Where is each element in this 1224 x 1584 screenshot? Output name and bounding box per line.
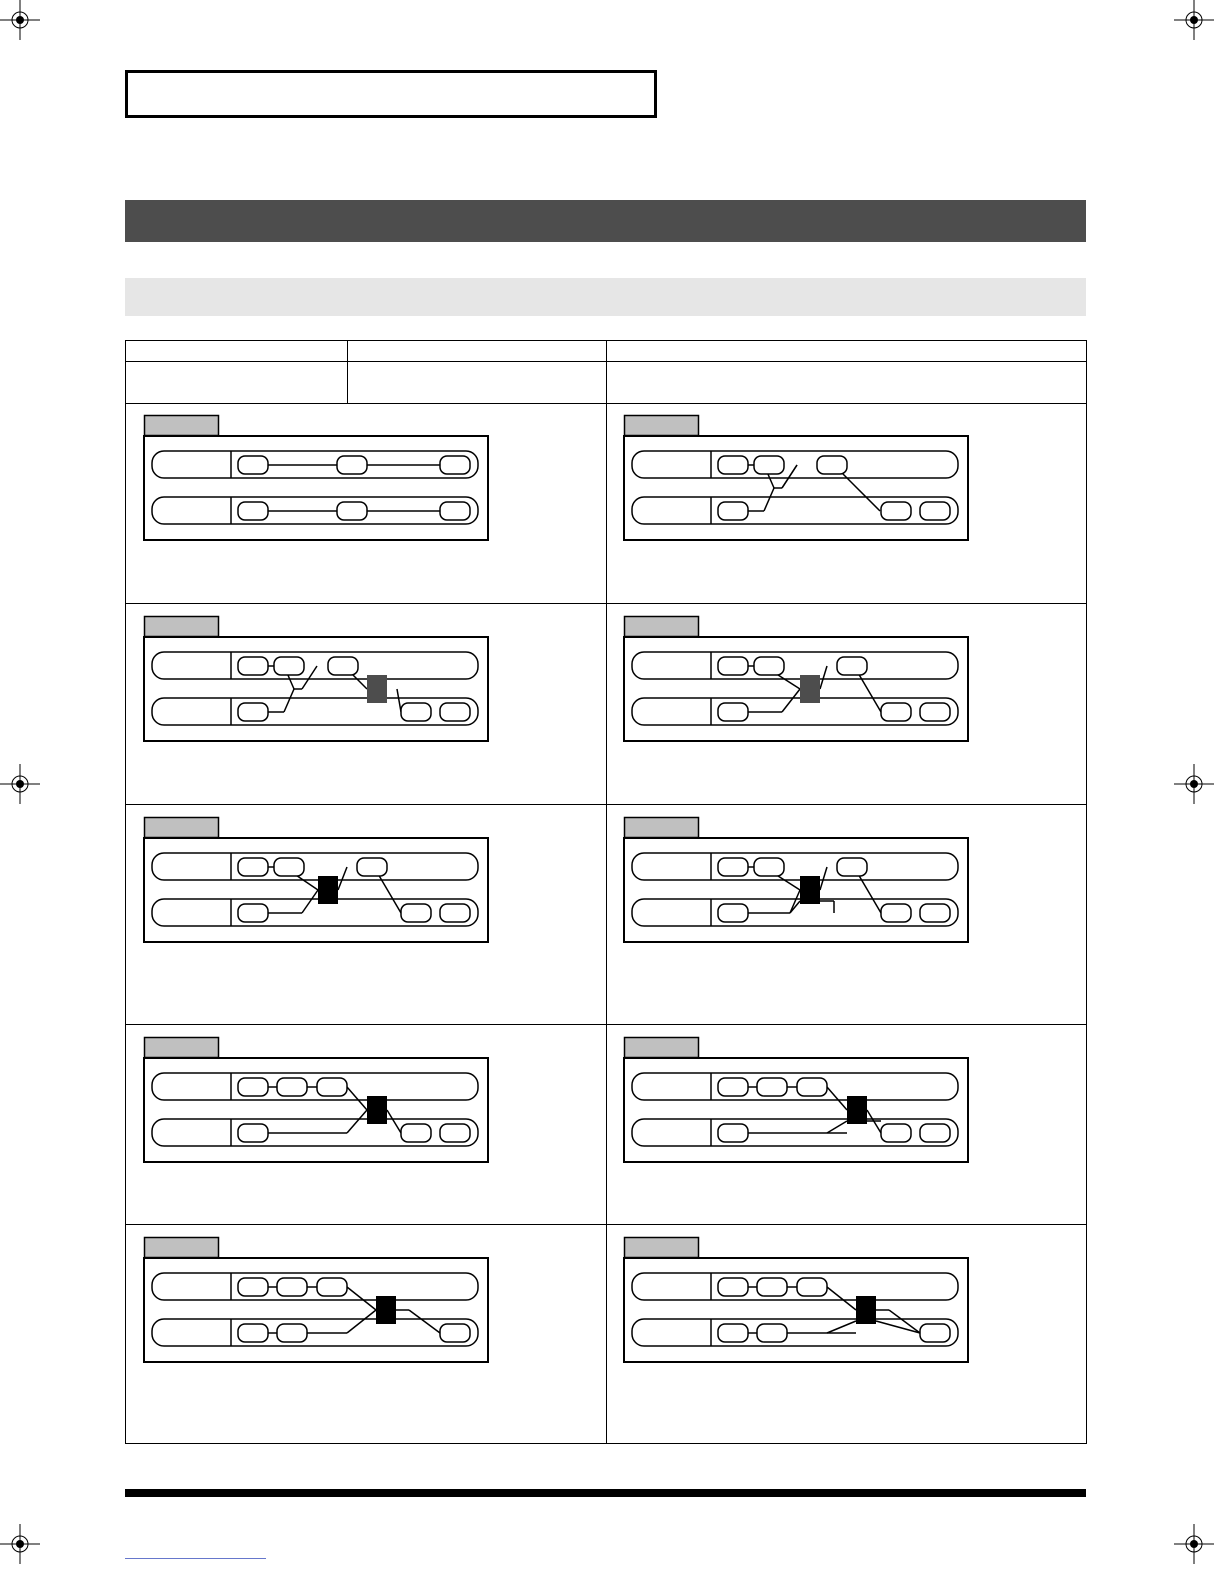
- tone-box: [881, 1124, 911, 1142]
- tone-box: [238, 703, 268, 721]
- tone-box: [920, 1124, 950, 1142]
- mixer-block: [800, 876, 820, 904]
- tone-box: [317, 1078, 347, 1096]
- tone-box: [920, 703, 950, 721]
- tone-box: [401, 904, 431, 922]
- tone-box: [920, 1324, 950, 1342]
- tone-box: [881, 703, 911, 721]
- mixer-block: [367, 675, 387, 703]
- structure-tab: [145, 617, 219, 637]
- mixer-block: [856, 1296, 876, 1324]
- tone-box: [757, 1278, 787, 1296]
- upper-lane: [152, 853, 478, 880]
- tone-box: [277, 1324, 307, 1342]
- structure-tab: [625, 818, 699, 838]
- tone-box: [817, 456, 847, 474]
- structure-diagram: [144, 1238, 488, 1363]
- upper-lane: [632, 451, 958, 478]
- structure-diagram: [144, 617, 488, 742]
- structure-tab: [145, 818, 219, 838]
- tone-box: [837, 858, 867, 876]
- structure-diagram: [624, 416, 968, 541]
- structure-tab: [625, 416, 699, 436]
- tone-box: [718, 456, 748, 474]
- structure-tab: [625, 617, 699, 637]
- tone-box: [718, 904, 748, 922]
- structure-diagram: [144, 818, 488, 943]
- structure-tab: [145, 1038, 219, 1058]
- upper-lane: [152, 652, 478, 679]
- tone-box: [277, 1278, 307, 1296]
- registration-mark-icon: [0, 1524, 40, 1564]
- structure-tab: [145, 416, 219, 436]
- tone-box: [337, 456, 367, 474]
- tone-box: [920, 904, 950, 922]
- mixer-block: [800, 675, 820, 703]
- structure-tab: [145, 1238, 219, 1258]
- registration-mark-icon: [0, 0, 40, 40]
- tone-box: [440, 1324, 470, 1342]
- tone-box: [440, 502, 470, 520]
- structure-diagram: [624, 1038, 968, 1163]
- tone-box: [440, 703, 470, 721]
- mixer-block: [847, 1096, 867, 1124]
- tone-box: [238, 456, 268, 474]
- tone-box: [238, 1124, 268, 1142]
- tone-box: [718, 1278, 748, 1296]
- structure-tab: [625, 1038, 699, 1058]
- registration-mark-icon: [1174, 764, 1214, 804]
- tone-box: [881, 904, 911, 922]
- structure-diagram: [144, 1038, 488, 1163]
- structure-tab: [625, 1238, 699, 1258]
- tone-box: [757, 1324, 787, 1342]
- tone-box: [337, 502, 367, 520]
- tone-box: [718, 657, 748, 675]
- mixer-block: [367, 1096, 387, 1124]
- tone-box: [274, 657, 304, 675]
- tone-box: [238, 858, 268, 876]
- registration-mark-icon: [1174, 0, 1214, 40]
- tone-box: [718, 1078, 748, 1096]
- tone-box: [797, 1278, 827, 1296]
- tone-box: [357, 858, 387, 876]
- tone-box: [440, 904, 470, 922]
- tone-box: [754, 456, 784, 474]
- upper-lane: [632, 652, 958, 679]
- footer-rule: [125, 1489, 1086, 1497]
- mixer-block: [318, 876, 338, 904]
- tone-box: [718, 1324, 748, 1342]
- tone-box: [238, 657, 268, 675]
- tone-box: [317, 1278, 347, 1296]
- footer-link-underline: [125, 1558, 266, 1559]
- tone-box: [277, 1078, 307, 1096]
- tone-box: [920, 502, 950, 520]
- tone-box: [837, 657, 867, 675]
- tone-box: [238, 1078, 268, 1096]
- tone-box: [238, 1278, 268, 1296]
- structure-diagram: [624, 818, 968, 943]
- tone-box: [718, 1124, 748, 1142]
- registration-mark-icon: [0, 764, 40, 804]
- tone-box: [274, 858, 304, 876]
- upper-lane: [632, 853, 958, 880]
- structure-diagram: [624, 1238, 968, 1363]
- tone-box: [238, 1324, 268, 1342]
- tone-box: [757, 1078, 787, 1096]
- tone-box: [238, 502, 268, 520]
- structure-diagram: [144, 416, 488, 541]
- tone-box: [754, 858, 784, 876]
- tone-box: [401, 1124, 431, 1142]
- tone-box: [881, 502, 911, 520]
- mixer-block: [376, 1296, 396, 1324]
- tone-box: [440, 1124, 470, 1142]
- structure-diagram: [624, 617, 968, 742]
- tone-box: [328, 657, 358, 675]
- tone-box: [401, 703, 431, 721]
- tone-box: [238, 904, 268, 922]
- registration-mark-icon: [1174, 1524, 1214, 1564]
- tone-box: [440, 456, 470, 474]
- tone-box: [754, 657, 784, 675]
- tone-box: [797, 1078, 827, 1096]
- tone-box: [718, 703, 748, 721]
- tone-box: [718, 858, 748, 876]
- tone-box: [718, 502, 748, 520]
